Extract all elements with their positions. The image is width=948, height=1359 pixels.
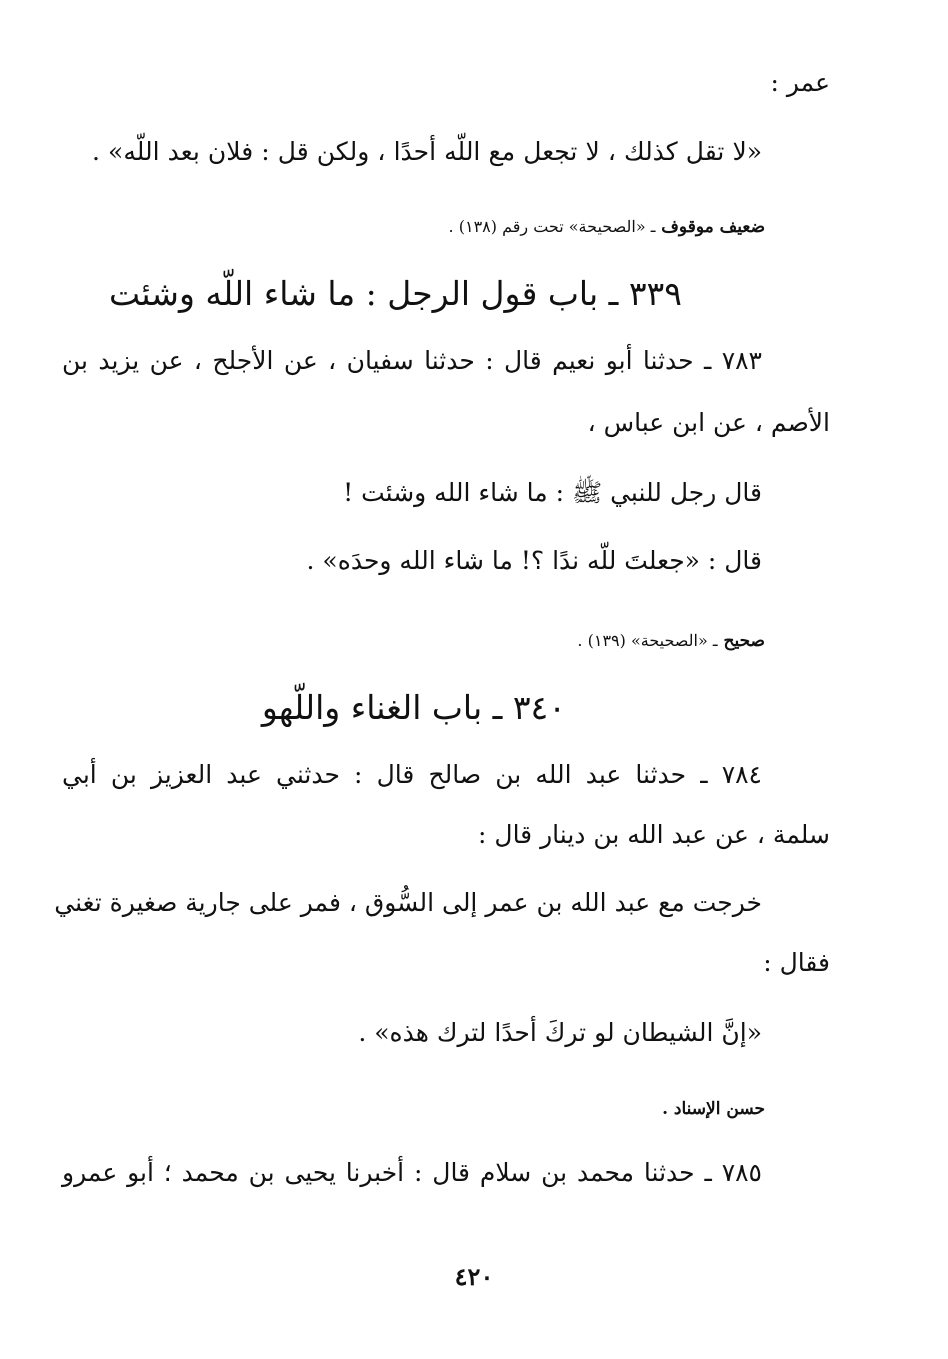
hadith-783-line-3: قال رجل للنبي ﷺ : ما شاء الله وشئت ! [343, 478, 762, 507]
page-number: ٤٢٠ [454, 1262, 494, 1291]
hadith-783-line-2: الأصم ، عن ابن عباس ، [587, 408, 830, 437]
hadith-784-line-1: ٧٨٤ ـ حدثنا عبد الله بن صالح قال : حدثني عبد العزيز بن أبي [62, 760, 762, 789]
grade-source: ـ «الصحيحة» (١٣٩) . [577, 631, 718, 650]
hadith-784-line-4: فقال : [763, 948, 830, 977]
chapter-heading-340: ٣٤٠ ـ باب الغناء واللّهو [261, 688, 566, 727]
grade-source: ـ «الصحيحة» تحت رقم (١٣٨) . [448, 217, 656, 236]
hadith-783-line-4: قال : «جعلتَ للّه ندًا ؟! ما شاء الله وحدَه» . [306, 546, 762, 575]
hadith-grade [449, 210, 765, 244]
grade-label: ضعيف موقوف [661, 217, 765, 237]
grade-label: صحيح [723, 631, 765, 651]
hadith-783-line-1: ٧٨٣ ـ حدثنا أبو نعيم قال : حدثنا سفيان ، عن الأجلح ، عن يزيد بن [62, 346, 762, 375]
hadith-grade: حسن الإسناد . [662, 1099, 765, 1119]
quote-line: «لا تقل كذلك ، لا تجعل مع اللّه أحدًا ، ولكن قل : فلان بعد اللّه» . [92, 137, 762, 166]
text-line: عمر : [770, 68, 830, 97]
chapter-heading-339: ٣٣٩ ـ باب قول الرجل : ما شاء اللّه وشئت [108, 274, 682, 313]
hadith-785-line-1: ٧٨٥ ـ حدثنا محمد بن سلام قال : أخبرنا يحيى بن محمد ؛ أبو عمرو [62, 1158, 762, 1187]
hadith-784-line-2: سلمة ، عن عبد الله بن دينار قال : [478, 820, 830, 849]
hadith-grade [577, 624, 765, 658]
hadith-784-line-5: «إنَّ الشيطان لو تركَ أحدًا لترك هذه» . [358, 1018, 762, 1047]
hadith-784-line-3: خرجت مع عبد الله بن عمر إلى السُّوق ، فمر على جارية صغيرة تغني [54, 888, 762, 917]
